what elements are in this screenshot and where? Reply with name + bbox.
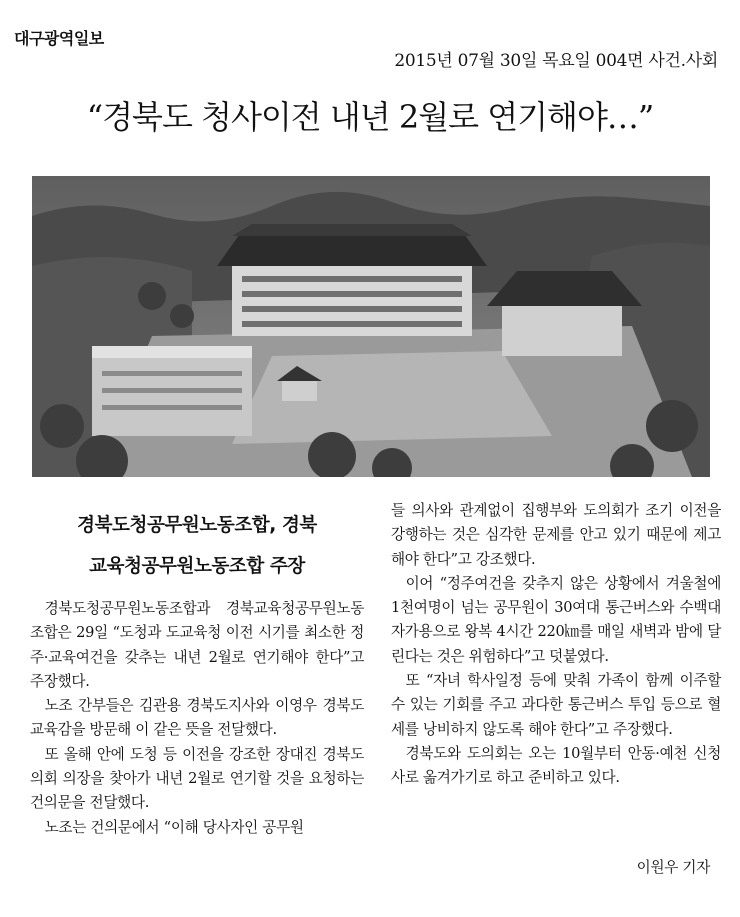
paragraph: 이어 “정주여건을 갖추지 않은 상황에서 겨울철에 1천여명이 넘는 공무원이 30여대 통근버스와 수백대 자가용으로 왕복 4시간 220㎞를 매일 새벽과 밤에 달린다는 것은 위험하다”고 덧붙였다. <box>391 574 721 665</box>
paragraph: 경북도와 도의회는 오는 10월부터 안동·예천 신청사로 옮겨가기로 하고 준비하고 있다. <box>391 744 721 787</box>
article-photo <box>32 176 710 477</box>
headline: “경북도 청사이전 내년 2월로 연기해야…” <box>86 98 654 136</box>
newspaper-masthead: 대구광역일보 <box>14 29 104 48</box>
dateline: 2015년 07월 30일 목요일 004면 사건.사회 <box>394 51 718 71</box>
paragraph: 또 올해 안에 도청 등 이전을 강조한 장대진 경북도의회 의장을 찾아가 내년 2월로 연기할 것을 요청하는 건의문을 전달했다. <box>30 745 364 812</box>
article-subhead <box>30 505 364 587</box>
paragraph: 또 “자녀 학사일정 등에 맞춰 가족이 함께 이주할 수 있는 기회를 주고 과다한 통근버스 투입 등으로 혈세를 낭비하지 않도록 해야 한다”고 주장했다. <box>391 672 721 738</box>
building-rendering-illustration <box>32 176 710 477</box>
subhead-line-2: 교육청공무원노동조합 주장 <box>89 556 305 577</box>
paragraph: 노조는 건의문에서 “이해 당사자인 공무원 <box>44 818 304 836</box>
paragraph: 경북도청공무원노동조합과 경북교육청공무원노동조합은 29일 “도청과 도교육청 이전 시기를 최소한 정주·교육여건을 갖추는 내년 2월로 연기해야 한다”고 주장했다. <box>30 600 364 690</box>
subhead-line-1: 경북도청공무원노동조합, 경북 <box>77 515 317 536</box>
paragraph: 들 의사와 관계없이 집행부와 도의회가 조기 이전을 강행하는 것은 심각한 문제를 안고 있기 때문에 제고해야 한다”고 강조했다. <box>391 502 721 568</box>
article-column-right <box>391 499 721 791</box>
reporter-byline: 이원우 기자 <box>636 859 710 876</box>
paragraph: 노조 간부들은 김관용 경북도지사와 이영우 경북도교육감을 방문해 이 같은 뜻을 전달했다. <box>30 697 364 739</box>
article-column-left <box>30 597 364 840</box>
